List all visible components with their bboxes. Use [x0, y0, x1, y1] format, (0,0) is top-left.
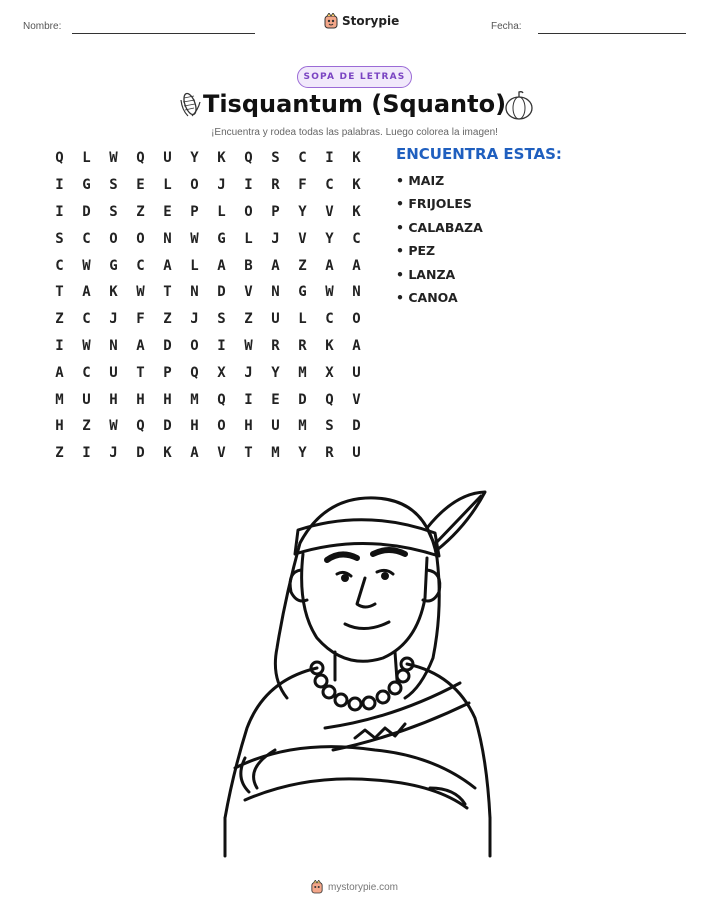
grid-cell[interactable]: Y [298, 445, 307, 462]
grid-cell[interactable]: R [271, 337, 280, 354]
grid-cell[interactable]: U [271, 311, 280, 328]
grid-cell[interactable]: G [82, 177, 91, 194]
grid-cell[interactable]: C [136, 257, 145, 274]
grid-cell[interactable]: W [190, 230, 199, 247]
grid-cell[interactable]: S [55, 230, 64, 247]
grid-cell[interactable]: V [352, 391, 361, 408]
grid-row [46, 225, 370, 252]
word-item: • CANOA [396, 289, 458, 305]
grid-row [46, 413, 370, 440]
grid-row [46, 386, 370, 413]
grid-cell[interactable]: E [271, 391, 280, 408]
word-item: • LANZA [396, 266, 456, 282]
instructions: ¡Encuentra y rodea todas las palabras. Luego colorea la imagen! [211, 127, 498, 138]
storypie-logo-icon [324, 13, 338, 29]
grid-cell[interactable]: A [352, 257, 361, 274]
grid-cell[interactable]: Q [136, 150, 145, 167]
grid-cell[interactable]: O [190, 177, 199, 194]
grid-cell[interactable]: O [352, 311, 361, 328]
grid-cell[interactable]: C [55, 257, 64, 274]
grid-cell[interactable]: G [298, 284, 307, 301]
name-label: Nombre: [23, 21, 62, 32]
grid-cell[interactable]: H [244, 418, 253, 435]
grid-cell[interactable]: G [217, 230, 226, 247]
grid-cell[interactable]: O [190, 337, 199, 354]
grid-cell[interactable]: D [163, 418, 172, 435]
grid-cell[interactable]: W [109, 150, 118, 167]
grid-cell[interactable]: W [82, 257, 91, 274]
grid-cell[interactable]: N [163, 230, 172, 247]
grid-cell[interactable]: D [82, 203, 91, 220]
grid-cell[interactable]: Z [136, 203, 145, 220]
grid-cell[interactable]: U [109, 364, 118, 381]
grid-cell[interactable]: Y [190, 150, 199, 167]
date-label: Fecha: [491, 21, 522, 32]
word-item: • FRIJOLES [396, 196, 472, 212]
grid-cell[interactable]: H [109, 391, 118, 408]
grid-cell[interactable]: M [271, 445, 280, 462]
grid-cell[interactable]: Z [298, 257, 307, 274]
grid-cell[interactable]: O [136, 230, 145, 247]
grid-cell[interactable]: Q [244, 150, 253, 167]
grid-cell[interactable]: I [325, 150, 334, 167]
grid-cell[interactable]: G [109, 257, 118, 274]
grid-cell[interactable]: N [190, 284, 199, 301]
grid-cell[interactable]: K [325, 337, 334, 354]
grid-cell[interactable]: J [109, 445, 118, 462]
grid-row [46, 306, 370, 333]
grid-cell[interactable]: M [55, 391, 64, 408]
grid-cell[interactable]: M [298, 364, 307, 381]
grid-cell[interactable]: V [298, 230, 307, 247]
grid-cell[interactable]: O [244, 203, 253, 220]
brand [324, 13, 399, 29]
grid-row [46, 359, 370, 386]
grid-cell[interactable]: D [352, 418, 361, 435]
grid-cell[interactable]: C [82, 311, 91, 328]
grid-cell[interactable]: T [136, 364, 145, 381]
grid-cell[interactable]: W [244, 337, 253, 354]
grid-cell[interactable]: R [271, 177, 280, 194]
grid-cell[interactable]: C [82, 230, 91, 247]
grid-cell[interactable]: J [190, 311, 199, 328]
grid-row [46, 199, 370, 226]
date-line[interactable] [538, 33, 686, 34]
grid-cell[interactable]: U [271, 418, 280, 435]
grid-cell[interactable]: Z [244, 311, 253, 328]
grid-cell[interactable]: C [352, 230, 361, 247]
grid-cell[interactable]: H [163, 391, 172, 408]
brand-name: Storypie [342, 14, 400, 28]
grid-cell[interactable]: P [271, 203, 280, 220]
grid-cell[interactable]: V [244, 284, 253, 301]
grid-cell[interactable]: A [163, 257, 172, 274]
grid-cell[interactable]: S [325, 418, 334, 435]
footer [0, 880, 709, 894]
grid-cell[interactable]: A [190, 445, 199, 462]
grid-cell[interactable]: K [352, 203, 361, 220]
word-search-grid[interactable] [46, 145, 370, 467]
grid-cell[interactable]: M [298, 418, 307, 435]
grid-cell[interactable]: I [217, 337, 226, 354]
grid-row [46, 333, 370, 360]
grid-cell[interactable]: Q [190, 364, 199, 381]
grid-cell[interactable]: Q [136, 418, 145, 435]
grid-cell[interactable]: I [55, 177, 64, 194]
grid-cell[interactable]: C [325, 177, 334, 194]
grid-cell[interactable]: O [109, 230, 118, 247]
grid-cell[interactable]: H [55, 418, 64, 435]
grid-row [46, 145, 370, 172]
grid-cell[interactable]: K [217, 150, 226, 167]
grid-cell[interactable]: L [298, 311, 307, 328]
grid-cell[interactable]: K [352, 177, 361, 194]
grid-cell[interactable]: Q [325, 391, 334, 408]
grid-cell[interactable]: H [190, 418, 199, 435]
grid-cell[interactable]: I [55, 337, 64, 354]
grid-cell[interactable]: E [136, 177, 145, 194]
grid-cell[interactable]: T [163, 284, 172, 301]
grid-cell[interactable]: Q [217, 391, 226, 408]
grid-cell[interactable]: U [352, 445, 361, 462]
storypie-logo-icon [311, 880, 323, 894]
grid-cell[interactable]: D [136, 445, 145, 462]
find-title: ENCUENTRA ESTAS: [396, 145, 562, 163]
grid-cell[interactable]: D [298, 391, 307, 408]
footer-url[interactable]: mystorypie.com [327, 881, 398, 893]
grid-cell[interactable]: N [352, 284, 361, 301]
grid-cell[interactable]: W [325, 284, 334, 301]
grid-cell[interactable]: A [55, 364, 64, 381]
grid-cell[interactable]: L [217, 203, 226, 220]
grid-cell[interactable]: L [163, 177, 172, 194]
grid-cell[interactable]: W [136, 284, 145, 301]
grid-cell[interactable]: K [163, 445, 172, 462]
grid-cell[interactable]: F [298, 177, 307, 194]
pumpkin-icon [503, 90, 535, 122]
grid-cell[interactable]: V [217, 445, 226, 462]
squanto-illustration [205, 488, 505, 858]
grid-cell[interactable]: Z [82, 418, 91, 435]
grid-cell[interactable]: I [82, 445, 91, 462]
grid-cell[interactable]: C [298, 150, 307, 167]
grid-cell[interactable]: Z [163, 311, 172, 328]
grid-cell[interactable]: B [244, 257, 253, 274]
grid-cell[interactable]: J [271, 230, 280, 247]
grid-cell[interactable]: T [55, 284, 64, 301]
grid-cell[interactable]: T [244, 445, 253, 462]
grid-cell[interactable]: U [163, 150, 172, 167]
grid-cell[interactable]: J [217, 177, 226, 194]
grid-cell[interactable]: W [109, 418, 118, 435]
grid-cell[interactable]: V [325, 203, 334, 220]
word-item: • PEZ [396, 243, 436, 259]
word-list [396, 172, 483, 312]
grid-cell[interactable]: D [163, 337, 172, 354]
word-item: • CALABAZA [396, 219, 483, 235]
grid-cell[interactable]: A [217, 257, 226, 274]
grid-cell[interactable]: E [163, 203, 172, 220]
grid-cell[interactable]: C [325, 311, 334, 328]
grid-cell[interactable]: A [325, 257, 334, 274]
grid-cell[interactable]: X [217, 364, 226, 381]
grid-cell[interactable]: K [109, 284, 118, 301]
grid-cell[interactable]: P [163, 364, 172, 381]
grid-cell[interactable]: X [325, 364, 334, 381]
grid-cell[interactable]: N [271, 284, 280, 301]
grid-cell[interactable]: J [109, 311, 118, 328]
grid-cell[interactable]: A [136, 337, 145, 354]
grid-cell[interactable]: L [244, 230, 253, 247]
grid-cell[interactable]: D [217, 284, 226, 301]
grid-cell[interactable]: R [325, 445, 334, 462]
activity-badge: SOPA DE LETRAS [297, 66, 412, 88]
grid-row [46, 440, 370, 467]
grid-cell[interactable]: P [190, 203, 199, 220]
grid-cell[interactable]: K [352, 150, 361, 167]
grid-cell[interactable]: Q [55, 150, 64, 167]
grid-cell[interactable]: U [352, 364, 361, 381]
grid-row [46, 279, 370, 306]
grid-cell[interactable]: H [136, 391, 145, 408]
grid-cell[interactable]: S [217, 311, 226, 328]
grid-cell[interactable]: O [217, 418, 226, 435]
grid-cell[interactable]: Y [271, 364, 280, 381]
grid-cell[interactable]: U [82, 391, 91, 408]
grid-cell[interactable]: M [190, 391, 199, 408]
grid-cell[interactable]: S [271, 150, 280, 167]
grid-cell[interactable]: C [82, 364, 91, 381]
word-item: • MAIZ [396, 173, 445, 188]
name-line[interactable] [72, 33, 255, 34]
grid-cell[interactable]: I [244, 391, 253, 408]
grid-cell[interactable]: F [136, 311, 145, 328]
grid-cell[interactable]: R [298, 337, 307, 354]
grid-cell[interactable]: Y [298, 203, 307, 220]
grid-cell[interactable]: S [109, 177, 118, 194]
grid-row [46, 252, 370, 279]
grid-cell[interactable]: Z [55, 311, 64, 328]
grid-cell[interactable]: W [82, 337, 91, 354]
grid-cell[interactable]: L [190, 257, 199, 274]
grid-cell[interactable]: Z [55, 445, 64, 462]
grid-cell[interactable]: N [109, 337, 118, 354]
grid-cell[interactable]: A [271, 257, 280, 274]
grid-row [46, 172, 370, 199]
grid-cell[interactable]: L [82, 150, 91, 167]
grid-cell[interactable]: I [244, 177, 253, 194]
grid-cell[interactable]: J [244, 364, 253, 381]
grid-cell[interactable]: A [352, 337, 361, 354]
grid-cell[interactable]: I [55, 203, 64, 220]
page-title: Tisquantum (Squanto) [202, 90, 507, 118]
grid-cell[interactable]: A [82, 284, 91, 301]
grid-cell[interactable]: Y [325, 230, 334, 247]
grid-cell[interactable]: S [109, 203, 118, 220]
